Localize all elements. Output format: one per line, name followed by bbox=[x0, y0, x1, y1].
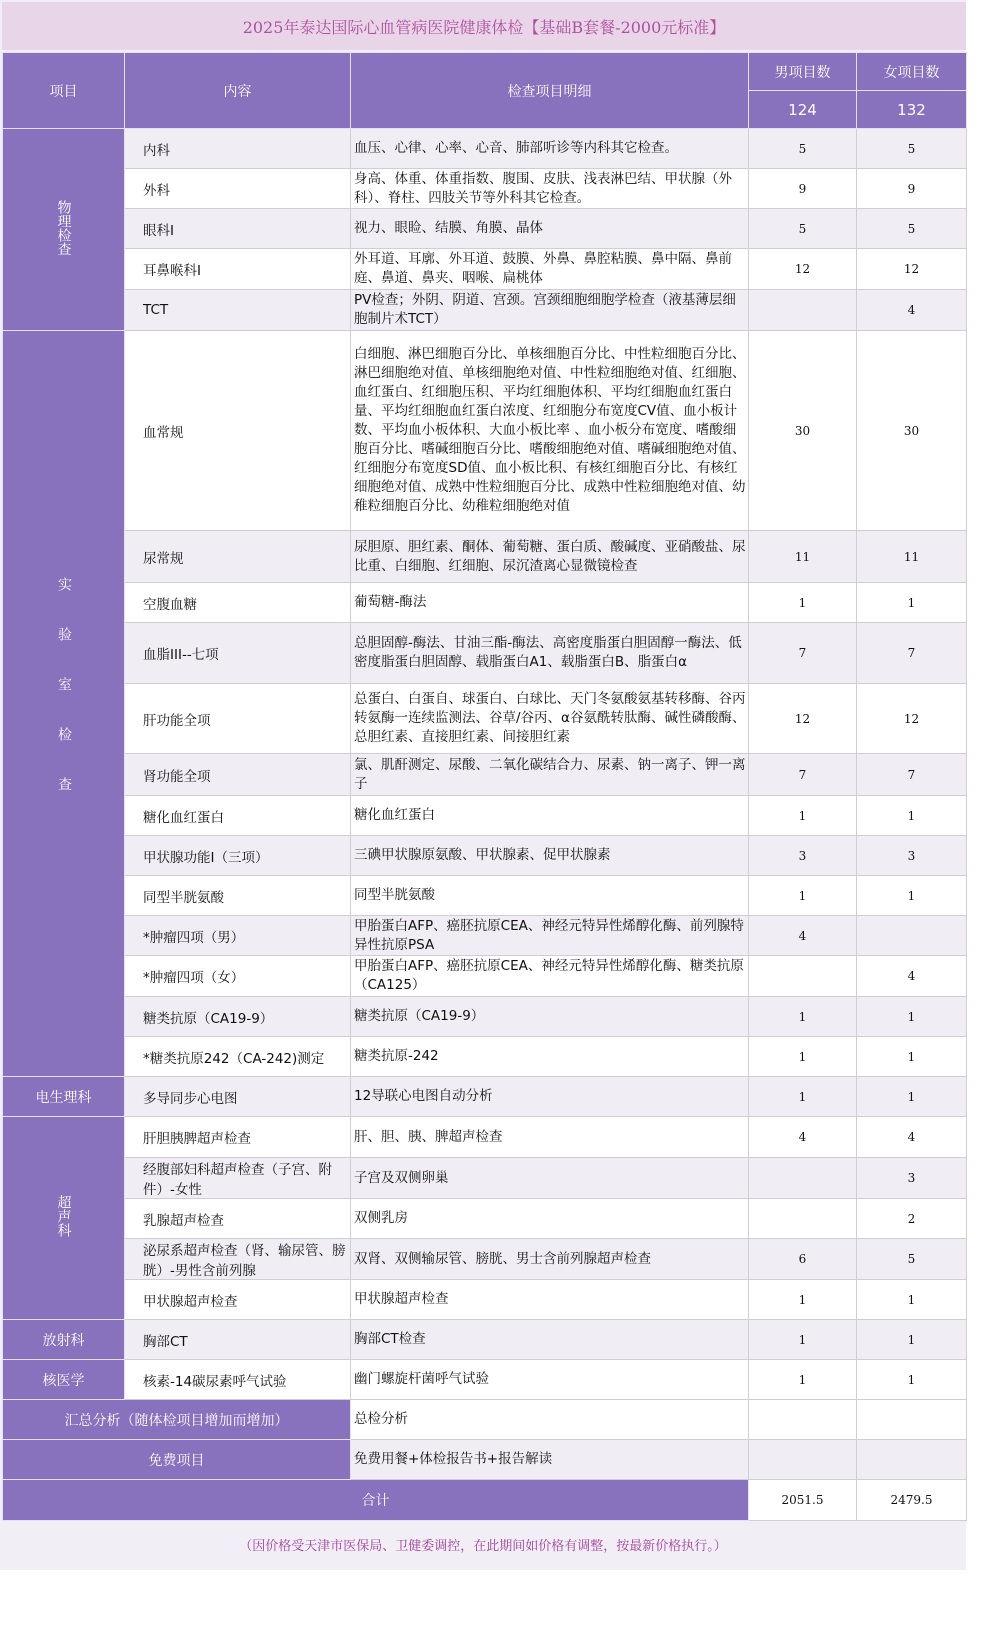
female-count: 4 bbox=[857, 956, 967, 997]
female-count: 11 bbox=[857, 531, 967, 583]
male-count bbox=[749, 290, 857, 331]
item-name: *糖类抗原242（CA-242)测定 bbox=[125, 1037, 351, 1077]
item-detail: 血压、心律、心率、心音、肺部听诊等内科其它检查。 bbox=[351, 129, 749, 169]
total-label: 合计 bbox=[3, 1480, 749, 1521]
category-label: 实验室检查 bbox=[56, 576, 72, 827]
male-count: 1 bbox=[749, 997, 857, 1037]
female-count: 1 bbox=[857, 1077, 967, 1117]
male-count: 1 bbox=[749, 1037, 857, 1077]
header-female: 女项目数 bbox=[857, 53, 967, 91]
item-detail: 双肾、双侧输尿管、膀胱、男士含前列腺超声检查 bbox=[351, 1239, 749, 1280]
female-count: 1 bbox=[857, 1320, 967, 1360]
item-name: 血脂III--七项 bbox=[125, 623, 351, 684]
table-row bbox=[3, 836, 967, 876]
female-count: 7 bbox=[857, 754, 967, 796]
free-detail: 免费用餐+体检报告书+报告解读 bbox=[351, 1440, 749, 1480]
table-row bbox=[3, 331, 967, 531]
total-female: 2479.5 bbox=[857, 1480, 967, 1521]
header-content: 内容 bbox=[125, 53, 351, 129]
item-detail: 甲胎蛋白AFP、癌胚抗原CEA、神经元特异性烯醇化酶、糖类抗原（CA125） bbox=[351, 956, 749, 997]
item-name: 肝功能全项 bbox=[125, 684, 351, 754]
male-count: 1 bbox=[749, 1360, 857, 1400]
item-name: 尿常规 bbox=[125, 531, 351, 583]
item-detail: 葡萄糖-酶法 bbox=[351, 583, 749, 623]
item-name: 耳鼻喉科I bbox=[125, 249, 351, 290]
item-name: 糖类抗原（CA19-9） bbox=[125, 997, 351, 1037]
male-count: 30 bbox=[749, 331, 857, 531]
female-count: 7 bbox=[857, 623, 967, 684]
total-row bbox=[3, 1480, 967, 1521]
category-label: 电生理科 bbox=[35, 1089, 92, 1106]
table-row bbox=[3, 623, 967, 684]
female-count: 1 bbox=[857, 876, 967, 916]
male-count: 3 bbox=[749, 836, 857, 876]
item-name: 核素-14碳尿素呼气试验 bbox=[125, 1360, 351, 1400]
item-name: 肝胆胰脾超声检查 bbox=[125, 1117, 351, 1158]
exam-table bbox=[2, 52, 967, 1521]
item-detail: 总蛋白、白蛋自、球蛋白、白球比、天门冬氨酸氨基转移酶、谷丙转氨酶一连续监测法、谷草/谷丙、α谷氨酰转肽酶、碱性磷酸酶、总胆红素、直接胆红素、间接胆红素 bbox=[351, 684, 749, 754]
item-name: 眼科I bbox=[125, 209, 351, 249]
male-count: 4 bbox=[749, 1117, 857, 1158]
female-count: 12 bbox=[857, 684, 967, 754]
table-row bbox=[3, 1360, 967, 1400]
male-count bbox=[749, 1158, 857, 1199]
table-row bbox=[3, 1320, 967, 1360]
item-detail: 糖类抗原-242 bbox=[351, 1037, 749, 1077]
female-count: 1 bbox=[857, 1037, 967, 1077]
male-count bbox=[749, 956, 857, 997]
male-total: 124 bbox=[749, 91, 857, 129]
item-detail: 视力、眼睑、结膜、角膜、晶体 bbox=[351, 209, 749, 249]
item-detail: 甲状腺超声检查 bbox=[351, 1280, 749, 1320]
item-detail: 胸部CT检查 bbox=[351, 1320, 749, 1360]
header-detail: 检查项目明细 bbox=[351, 53, 749, 129]
item-name: *肿瘤四项（女） bbox=[125, 956, 351, 997]
male-count: 1 bbox=[749, 876, 857, 916]
male-count: 7 bbox=[749, 754, 857, 796]
footer-note: （因价格受天津市医保局、卫健委调控，在此期间如价格有调整，按最新价格执行。） bbox=[239, 1538, 727, 1554]
table-row bbox=[3, 1199, 967, 1239]
item-detail: 糖类抗原（CA19-9） bbox=[351, 997, 749, 1037]
female-count: 1 bbox=[857, 1360, 967, 1400]
item-detail: 尿胆原、胆红素、酮体、葡萄糖、蛋白质、酸碱度、亚硝酸盐、尿比重、白细胞、红细胞、尿沉渣离心显微镜检查 bbox=[351, 531, 749, 583]
item-name: 泌尿系超声检查（肾、输尿管、膀胱）-男性含前列腺 bbox=[125, 1239, 351, 1280]
female-count: 3 bbox=[857, 836, 967, 876]
female-count: 1 bbox=[857, 583, 967, 623]
item-detail: 甲胎蛋白AFP、癌胚抗原CEA、神经元特异性烯醇化酶、前列腺特异性抗原PSA bbox=[351, 916, 749, 956]
female-count: 9 bbox=[857, 169, 967, 209]
item-detail: 子宫及双侧卵巢 bbox=[351, 1158, 749, 1199]
item-detail: 12导联心电图自动分析 bbox=[351, 1077, 749, 1117]
female-count: 4 bbox=[857, 290, 967, 331]
female-count: 5 bbox=[857, 209, 967, 249]
table-row bbox=[3, 876, 967, 916]
item-name: *肿瘤四项（男） bbox=[125, 916, 351, 956]
item-name: 同型半胱氨酸 bbox=[125, 876, 351, 916]
item-detail: 身高、体重、体重指数、腹围、皮肤、浅表淋巴结、甲状腺（外科）、脊柱、四肢关节等外科其它检查。 bbox=[351, 169, 749, 209]
item-name: 外科 bbox=[125, 169, 351, 209]
table-row bbox=[3, 956, 967, 997]
female-count: 2 bbox=[857, 1199, 967, 1239]
female-count: 1 bbox=[857, 796, 967, 836]
item-name: TCT bbox=[125, 290, 351, 331]
female-count bbox=[857, 916, 967, 956]
item-detail: 氯、肌酐测定、尿酸、二氧化碳结合力、尿素、钠一离子、钾一离子 bbox=[351, 754, 749, 796]
item-detail: 糖化血红蛋白 bbox=[351, 796, 749, 836]
item-name: 糖化血红蛋白 bbox=[125, 796, 351, 836]
category-label: 超声科 bbox=[55, 1195, 72, 1237]
male-count: 7 bbox=[749, 623, 857, 684]
item-detail: 肝、胆、胰、脾超声检查 bbox=[351, 1117, 749, 1158]
table-row bbox=[3, 290, 967, 331]
male-count: 4 bbox=[749, 916, 857, 956]
table-row bbox=[3, 1280, 967, 1320]
table-row bbox=[3, 531, 967, 583]
category-nuclear bbox=[3, 1360, 125, 1400]
item-name: 内科 bbox=[125, 129, 351, 169]
male-count: 1 bbox=[749, 1280, 857, 1320]
item-detail: 白细胞、淋巴细胞百分比、单核细胞百分比、中性粒细胞百分比、淋巴细胞绝对值、单核细胞绝对值、中性粒细胞绝对值、红细胞、血红蛋白、红细胞压积、平均红细胞体积、平均红细胞血红蛋白量、平均红细胞血红蛋白浓度、红细胞分布宽度CV值、血小板计数、平均血小板体积、大血小板比率 、血小板分布宽度、嗜酸细胞百分比、嗜碱细胞百分比、嗜酸细胞绝对值、嗜碱细胞绝对值、红细胞分布宽度SD值、血小板比积、有核红细胞百分比、有核红细胞绝对值、成熟中性粒细胞百分比、成熟中性粒细胞绝对值、幼稚粒细胞百分比、幼稚粒细胞绝对值 bbox=[351, 331, 749, 531]
male-count: 5 bbox=[749, 129, 857, 169]
category-physical bbox=[3, 129, 125, 331]
summary-label: 汇总分析（随体检项目增加而增加） bbox=[3, 1400, 351, 1440]
table-row bbox=[3, 249, 967, 290]
male-count bbox=[749, 1199, 857, 1239]
page-title: 2025年泰达国际心血管病医院健康体检【基础B套餐-2000元标准】 bbox=[2, 2, 966, 50]
category-label: 放射科 bbox=[42, 1332, 85, 1349]
female-total: 132 bbox=[857, 91, 967, 129]
female-count: 5 bbox=[857, 1239, 967, 1280]
male-count: 12 bbox=[749, 249, 857, 290]
male-count: 11 bbox=[749, 531, 857, 583]
female-count: 30 bbox=[857, 331, 967, 531]
female-count: 5 bbox=[857, 129, 967, 169]
male-count: 12 bbox=[749, 684, 857, 754]
category-label: 物理检查 bbox=[55, 199, 72, 256]
male-count: 1 bbox=[749, 583, 857, 623]
item-name: 甲状腺功能I（三项） bbox=[125, 836, 351, 876]
header-male: 男项目数 bbox=[749, 53, 857, 91]
table-row bbox=[3, 1077, 967, 1117]
table-row bbox=[3, 169, 967, 209]
category-ecg bbox=[3, 1077, 125, 1117]
free-female bbox=[857, 1440, 967, 1480]
male-count: 1 bbox=[749, 1320, 857, 1360]
item-detail: 三碘甲状腺原氨酸、甲状腺素、促甲状腺素 bbox=[351, 836, 749, 876]
summary-detail: 总检分析 bbox=[351, 1400, 749, 1440]
female-count: 1 bbox=[857, 997, 967, 1037]
item-name: 多导同步心电图 bbox=[125, 1077, 351, 1117]
item-name: 胸部CT bbox=[125, 1320, 351, 1360]
item-detail: 同型半胱氨酸 bbox=[351, 876, 749, 916]
table-row bbox=[3, 684, 967, 754]
table-row bbox=[3, 997, 967, 1037]
item-detail: 幽门螺旋杆菌呼气试验 bbox=[351, 1360, 749, 1400]
male-count: 1 bbox=[749, 796, 857, 836]
table-row bbox=[3, 754, 967, 796]
summary-row bbox=[3, 1400, 967, 1440]
table-row bbox=[3, 1239, 967, 1280]
table-row bbox=[3, 209, 967, 249]
free-row bbox=[3, 1440, 967, 1480]
item-name: 经腹部妇科超声检查（子宫、附件）-女性 bbox=[125, 1158, 351, 1199]
category-label: 核医学 bbox=[42, 1372, 85, 1389]
item-detail: 总胆固醇-酶法、甘油三酯-酶法、高密度脂蛋白胆固醇一酶法、低密度脂蛋白胆固醇、载脂蛋白A1、载脂蛋白B、脂蛋白α bbox=[351, 623, 749, 684]
table-row bbox=[3, 1037, 967, 1077]
summary-female bbox=[857, 1400, 967, 1440]
item-detail: PV检查；外阴、阴道、宫颈。宫颈细胞细胞学检查（液基薄层细胞制片术TCT） bbox=[351, 290, 749, 331]
category-radiology bbox=[3, 1320, 125, 1360]
total-male: 2051.5 bbox=[749, 1480, 857, 1521]
category-ultrasound bbox=[3, 1117, 125, 1320]
male-count: 6 bbox=[749, 1239, 857, 1280]
male-count: 1 bbox=[749, 1077, 857, 1117]
table-row bbox=[3, 916, 967, 956]
table-row bbox=[3, 796, 967, 836]
table-row bbox=[3, 129, 967, 169]
table-row bbox=[3, 1158, 967, 1199]
free-male bbox=[749, 1440, 857, 1480]
male-count: 9 bbox=[749, 169, 857, 209]
header-item: 项目 bbox=[3, 53, 125, 129]
item-name: 血常规 bbox=[125, 331, 351, 531]
item-detail: 外耳道、耳廓、外耳道、鼓膜、外鼻、鼻腔粘膜、鼻中隔、鼻前庭、鼻道、鼻夹、咽喉、扁桃体 bbox=[351, 249, 749, 290]
item-detail: 双侧乳房 bbox=[351, 1199, 749, 1239]
item-name: 乳腺超声检查 bbox=[125, 1199, 351, 1239]
table-row bbox=[3, 583, 967, 623]
table-row bbox=[3, 1117, 967, 1158]
female-count: 12 bbox=[857, 249, 967, 290]
female-count: 1 bbox=[857, 1280, 967, 1320]
free-label: 免费项目 bbox=[3, 1440, 351, 1480]
item-name: 肾功能全项 bbox=[125, 754, 351, 796]
female-count: 4 bbox=[857, 1117, 967, 1158]
category-lab bbox=[3, 331, 125, 1077]
header-row bbox=[3, 53, 967, 91]
male-count: 5 bbox=[749, 209, 857, 249]
item-name: 空腹血糖 bbox=[125, 583, 351, 623]
female-count: 3 bbox=[857, 1158, 967, 1199]
item-name: 甲状腺超声检查 bbox=[125, 1280, 351, 1320]
summary-male bbox=[749, 1400, 857, 1440]
